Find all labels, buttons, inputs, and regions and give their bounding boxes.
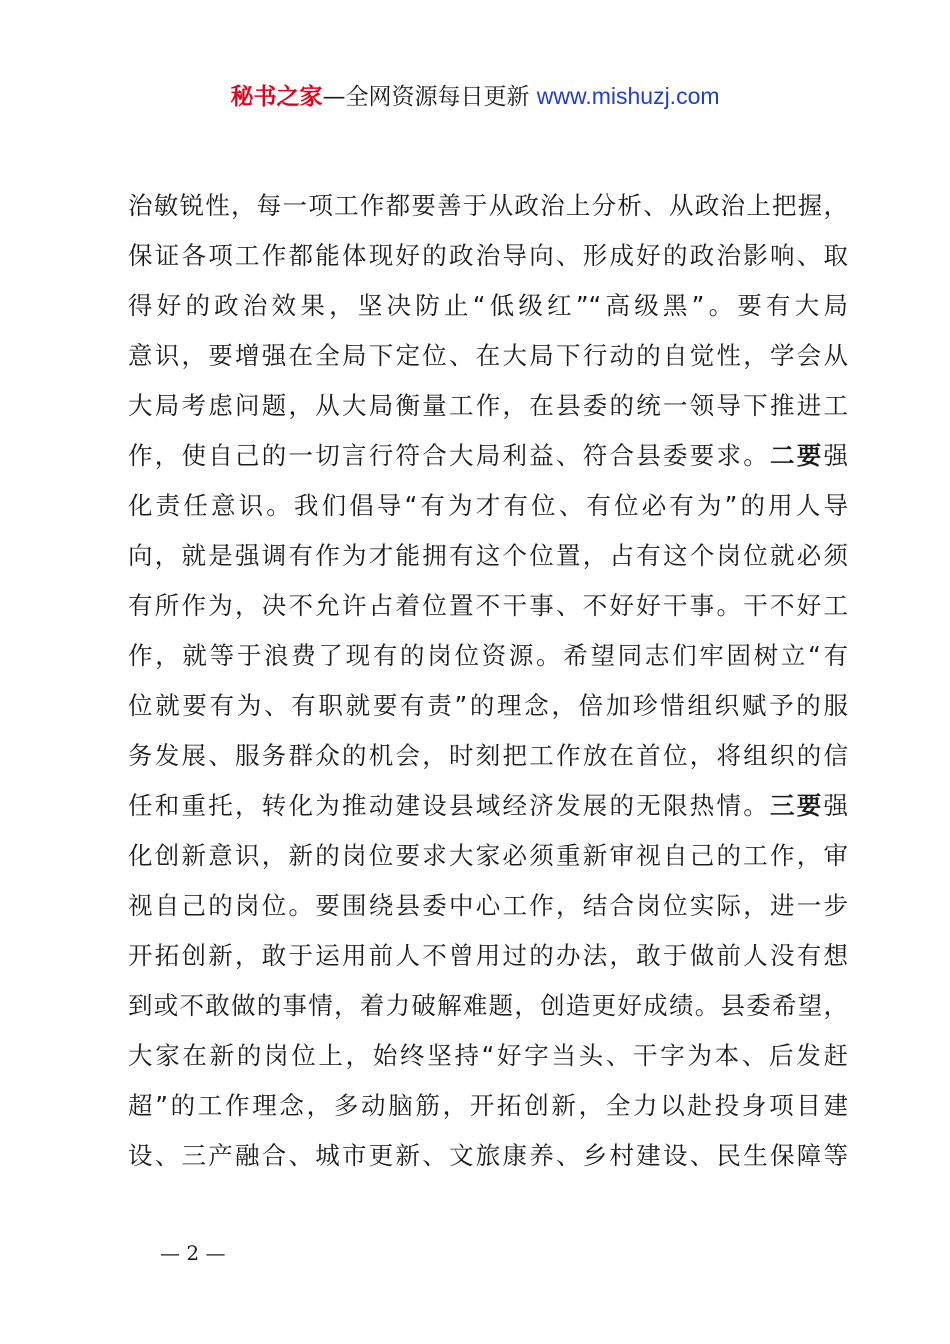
text-line	[128, 431, 848, 481]
text-line: 大家在新的岗位上，始终坚持“好字当头、干字为本、后发赶	[128, 1041, 848, 1070]
text-line	[128, 781, 848, 831]
text-line: 治敏锐性，每一项工作都要善于从政治上分析、从政治上把握，	[128, 191, 848, 220]
text-line: 作，就等于浪费了现有的岗位资源。希望同志们牢固树立“有	[128, 641, 848, 670]
text-line-segment: 作，使自己的一切言行符合大局利益、符合县委要求。	[128, 441, 770, 470]
site-header	[0, 80, 950, 113]
site-url-link[interactable]: www.mishuzj.com	[536, 83, 720, 109]
text-line: 有所作为，决不允许占着位置不干事、不好好干事。干不好工	[128, 591, 848, 620]
text-line: 位就要有为、有职就要有责”的理念，倍加珍惜组织赋予的服	[128, 691, 848, 720]
text-line-segment: 任和重托，转化为推动建设县域经济发展的无限热情。	[128, 791, 770, 820]
text-line: 务发展、服务群众的机会，时刻把工作放在首位，将组织的信	[128, 741, 848, 770]
text-line-segment: 强	[823, 791, 848, 820]
text-line: 大局考虑问题，从大局衡量工作，在县委的统一领导下推进工	[128, 391, 848, 420]
text-line: 设、三产融合、城市更新、文旅康养、乡村建设、民生保障等	[128, 1141, 848, 1170]
text-line: 得好的政治效果，坚决防止“低级红”“高级黑”。要有大局	[128, 291, 848, 320]
text-line: 视自己的岗位。要围绕县委中心工作，结合岗位实际，进一步	[128, 891, 848, 920]
text-line: 化责任意识。我们倡导“有为才有位、有位必有为”的用人导	[128, 491, 848, 520]
text-line-segment: 强	[823, 441, 848, 470]
document-body	[128, 181, 848, 1181]
text-line: 到或不敢做的事情，着力破解难题，创造更好成绩。县委希望，	[128, 991, 848, 1020]
bold-point-marker: 二要	[770, 441, 824, 470]
text-line: 保证各项工作都能体现好的政治导向、形成好的政治影响、取	[128, 241, 848, 270]
text-line: 超”的工作理念，多动脑筋，开拓创新，全力以赴投身项目建	[128, 1091, 848, 1120]
text-line: 化创新意识，新的岗位要求大家必须重新审视自己的工作，审	[128, 841, 848, 870]
page-number: — 2 —	[160, 1241, 226, 1265]
text-line: 向，就是强调有作为才能拥有这个位置，占有这个岗位就必须	[128, 541, 848, 570]
bold-point-marker: 三要	[770, 791, 824, 820]
header-tagline: —全网资源每日更新	[322, 84, 530, 110]
text-line: 意识，要增强在全局下定位、在大局下行动的自觉性，学会从	[128, 341, 848, 370]
brand-name: 秘书之家	[230, 84, 323, 110]
text-line: 开拓创新，敢于运用前人不曾用过的办法，敢于做前人没有想	[128, 941, 848, 970]
